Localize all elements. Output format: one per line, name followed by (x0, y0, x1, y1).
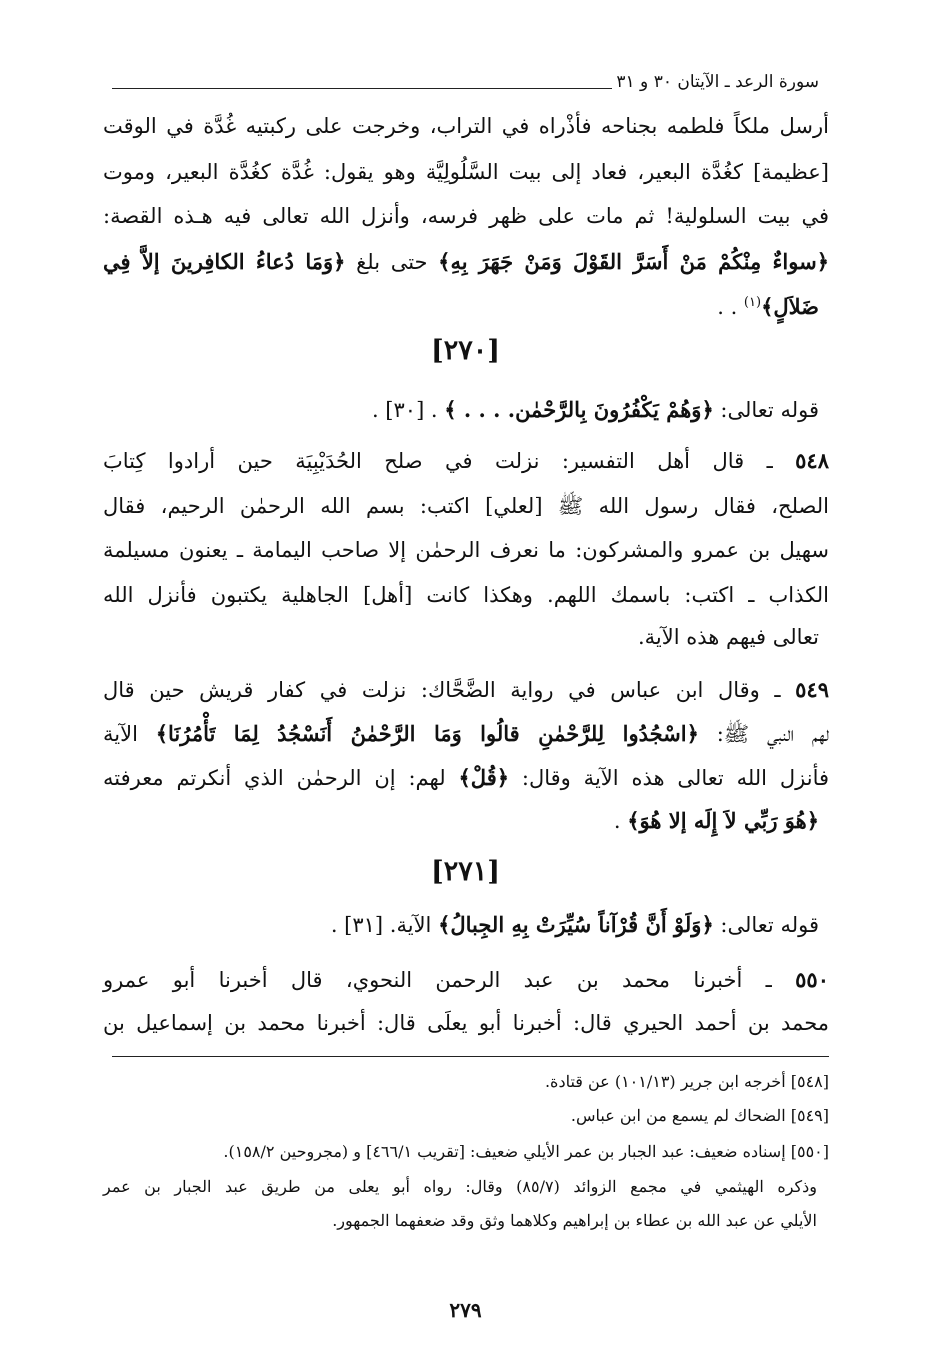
text-span: فأنزل الله تعالى هذه الآية وقال: (509, 766, 830, 790)
intro-line-2: [عظيمة] كغُدَّة البعير، فعاد إلى بيت السَّلُولِيَّة وهو يقول: غُدَّة كغُدَّة البعير، وموت (103, 160, 829, 184)
quran-quote: ﴿وَمَا دُعاءُ الكافِرينَ إلاَّ فِي (103, 249, 346, 274)
quran-quote: ﴿قُلْ﴾ (458, 765, 510, 790)
entry-550-line-2: محمد بن أحمد الحيري قال: أخبرنا أبو يعلَى قال: أخبرنا محمد بن إسماعيل بن (103, 1011, 829, 1035)
footnote-550-continuation-1: وذكره الهيثمي في مجمع الزوائد (٨٥/٧) وقال: رواه أبو يعلى من طريق عبد الجبار بن عمر (103, 1177, 817, 1196)
footnote-550-continuation-2: الأيلي عن عبد الله بن عطاء بن إبراهيم وكلاهما وثق وقد ضعفهما الجمهور. (332, 1211, 817, 1230)
entry-548-line-3: سهيل بن عمرو والمشركون: ما نعرف الرحمٰن إلا صاحب اليمامة ـ يعنون مسيلمة (103, 538, 829, 562)
footnote-marker: (١) (743, 295, 762, 310)
text-span: ـ قال أهل التفسير: نزلت في صلح الحُدَيْبِيَة حين أرادوا كِتابَ (103, 449, 796, 473)
entry-548-line-1 (103, 448, 829, 473)
text-span: لهم: إن الرحمٰن الذي أنكرتم معرفته (103, 766, 459, 790)
running-header: سورة الرعد ـ الآيتان ٣٠ و ٣١ (616, 72, 819, 92)
header-rule (112, 88, 612, 89)
text-span: . . (717, 295, 744, 319)
intro-line-1: أرسل ملكاً فلطمه بجناحه فأذْراه في التراب، وخرجت على ركبتيه غُدَّة في الوقت (103, 114, 829, 138)
entry-548-line-4: الكذاب ـ اكتب: باسمك اللهم. وهكذا كانت [أهل] الجاهلية يكتبون فأنزل الله (103, 583, 829, 607)
quran-quote: ﴿وَهُمْ يَكْفُرُونَ بِالرَّحْمٰن. . . . ﴾ (444, 397, 714, 422)
footnote-550: [٥٥٠] إسناده ضعيف: عبد الجبار بن عمر الأيلي ضعيف: [تقريب ٤٦٦/١] و (مجروحين ١٥٨/٢). (223, 1142, 829, 1161)
page-number: ٢٧٩ (449, 1298, 482, 1322)
entry-549-line-1 (103, 677, 829, 702)
text-span: لهم النبي ﷺ: (698, 722, 829, 746)
intro-line-3: في بيت السلولية! ثم مات على ظهر فرسه، وأنزل الله تعالى فيه هـذه القصة: (103, 204, 829, 228)
section-270-verse-line (372, 397, 819, 422)
entry-number: ٥٤٨ (795, 448, 829, 473)
footnote-548: [٥٤٨] أخرجه ابن جرير (١٠١/١٣) عن قتادة. (544, 1072, 829, 1091)
section-number-271: [٢٧١] (430, 856, 501, 887)
intro-line-5 (717, 294, 819, 319)
quran-quote: ﴿سواءٌ مِنْكُمْ مَنْ أَسَرَّ القَوْلَ وَمَنْ جَهَرَ بِهِ﴾ (438, 249, 829, 274)
entry-550-line-1 (103, 967, 829, 992)
verse-reference: . [٣٠] . (371, 398, 445, 422)
entry-549-line-3 (103, 765, 829, 790)
text-span: ـ وقال ابن عباس في رواية الضَّحَّاك: نزلت في كفار قريش حين قال (103, 678, 796, 702)
text-span: . (613, 809, 628, 833)
quran-quote: ﴿هُوَ رَبِّي لاَ إِلَه إلا هُوَ﴾ (627, 808, 819, 833)
text-span: حتى بلغ (345, 250, 439, 274)
footnote-rule (112, 1056, 829, 1057)
section-271-verse-line (331, 912, 819, 937)
text-span: الآية (103, 722, 156, 746)
entry-number: ٥٤٩ (795, 677, 829, 702)
entry-549-line-4 (614, 808, 819, 833)
footnote-549: [٥٤٩] الضحاك لم يسمع من ابن عباس. (570, 1106, 829, 1125)
entry-549-line-2 (103, 721, 829, 752)
verse-intro: قوله تعالى: (713, 913, 819, 937)
text-span: ـ أخبرنا محمد بن عبد الرحمن النحوي، قال أخبرنا أبو عمرو (103, 968, 796, 992)
entry-548-line-5: تعالى فيهم هذه الآية. (637, 625, 819, 649)
quran-quote: ضَلاَلٍ﴾ (761, 294, 819, 319)
intro-line-4 (103, 249, 829, 274)
verse-reference: الآية. [٣١] . (330, 913, 439, 937)
quran-quote: ﴿اسْجُدُوا لِلرَّحْمٰنِ قالُوا وَمَا الرَّحْمٰنُ أَنَسْجُدُ لِمَا تَأْمُرُنَا﴾ (155, 721, 699, 746)
quran-quote: ﴿وَلَوْ أَنَّ قُرْآناً سُيِّرَتْ بِهِ الجِبالُ﴾ (438, 912, 714, 937)
entry-548-line-2: الصلح، فقال رسول الله ﷺ [لعلي] اكتب: بسم الله الرحمٰن الرحيم، فقال (103, 494, 829, 518)
section-number-270: [٢٧٠] (430, 335, 501, 366)
verse-intro: قوله تعالى: (713, 398, 819, 422)
entry-number: ٥٥٠ (795, 967, 829, 992)
